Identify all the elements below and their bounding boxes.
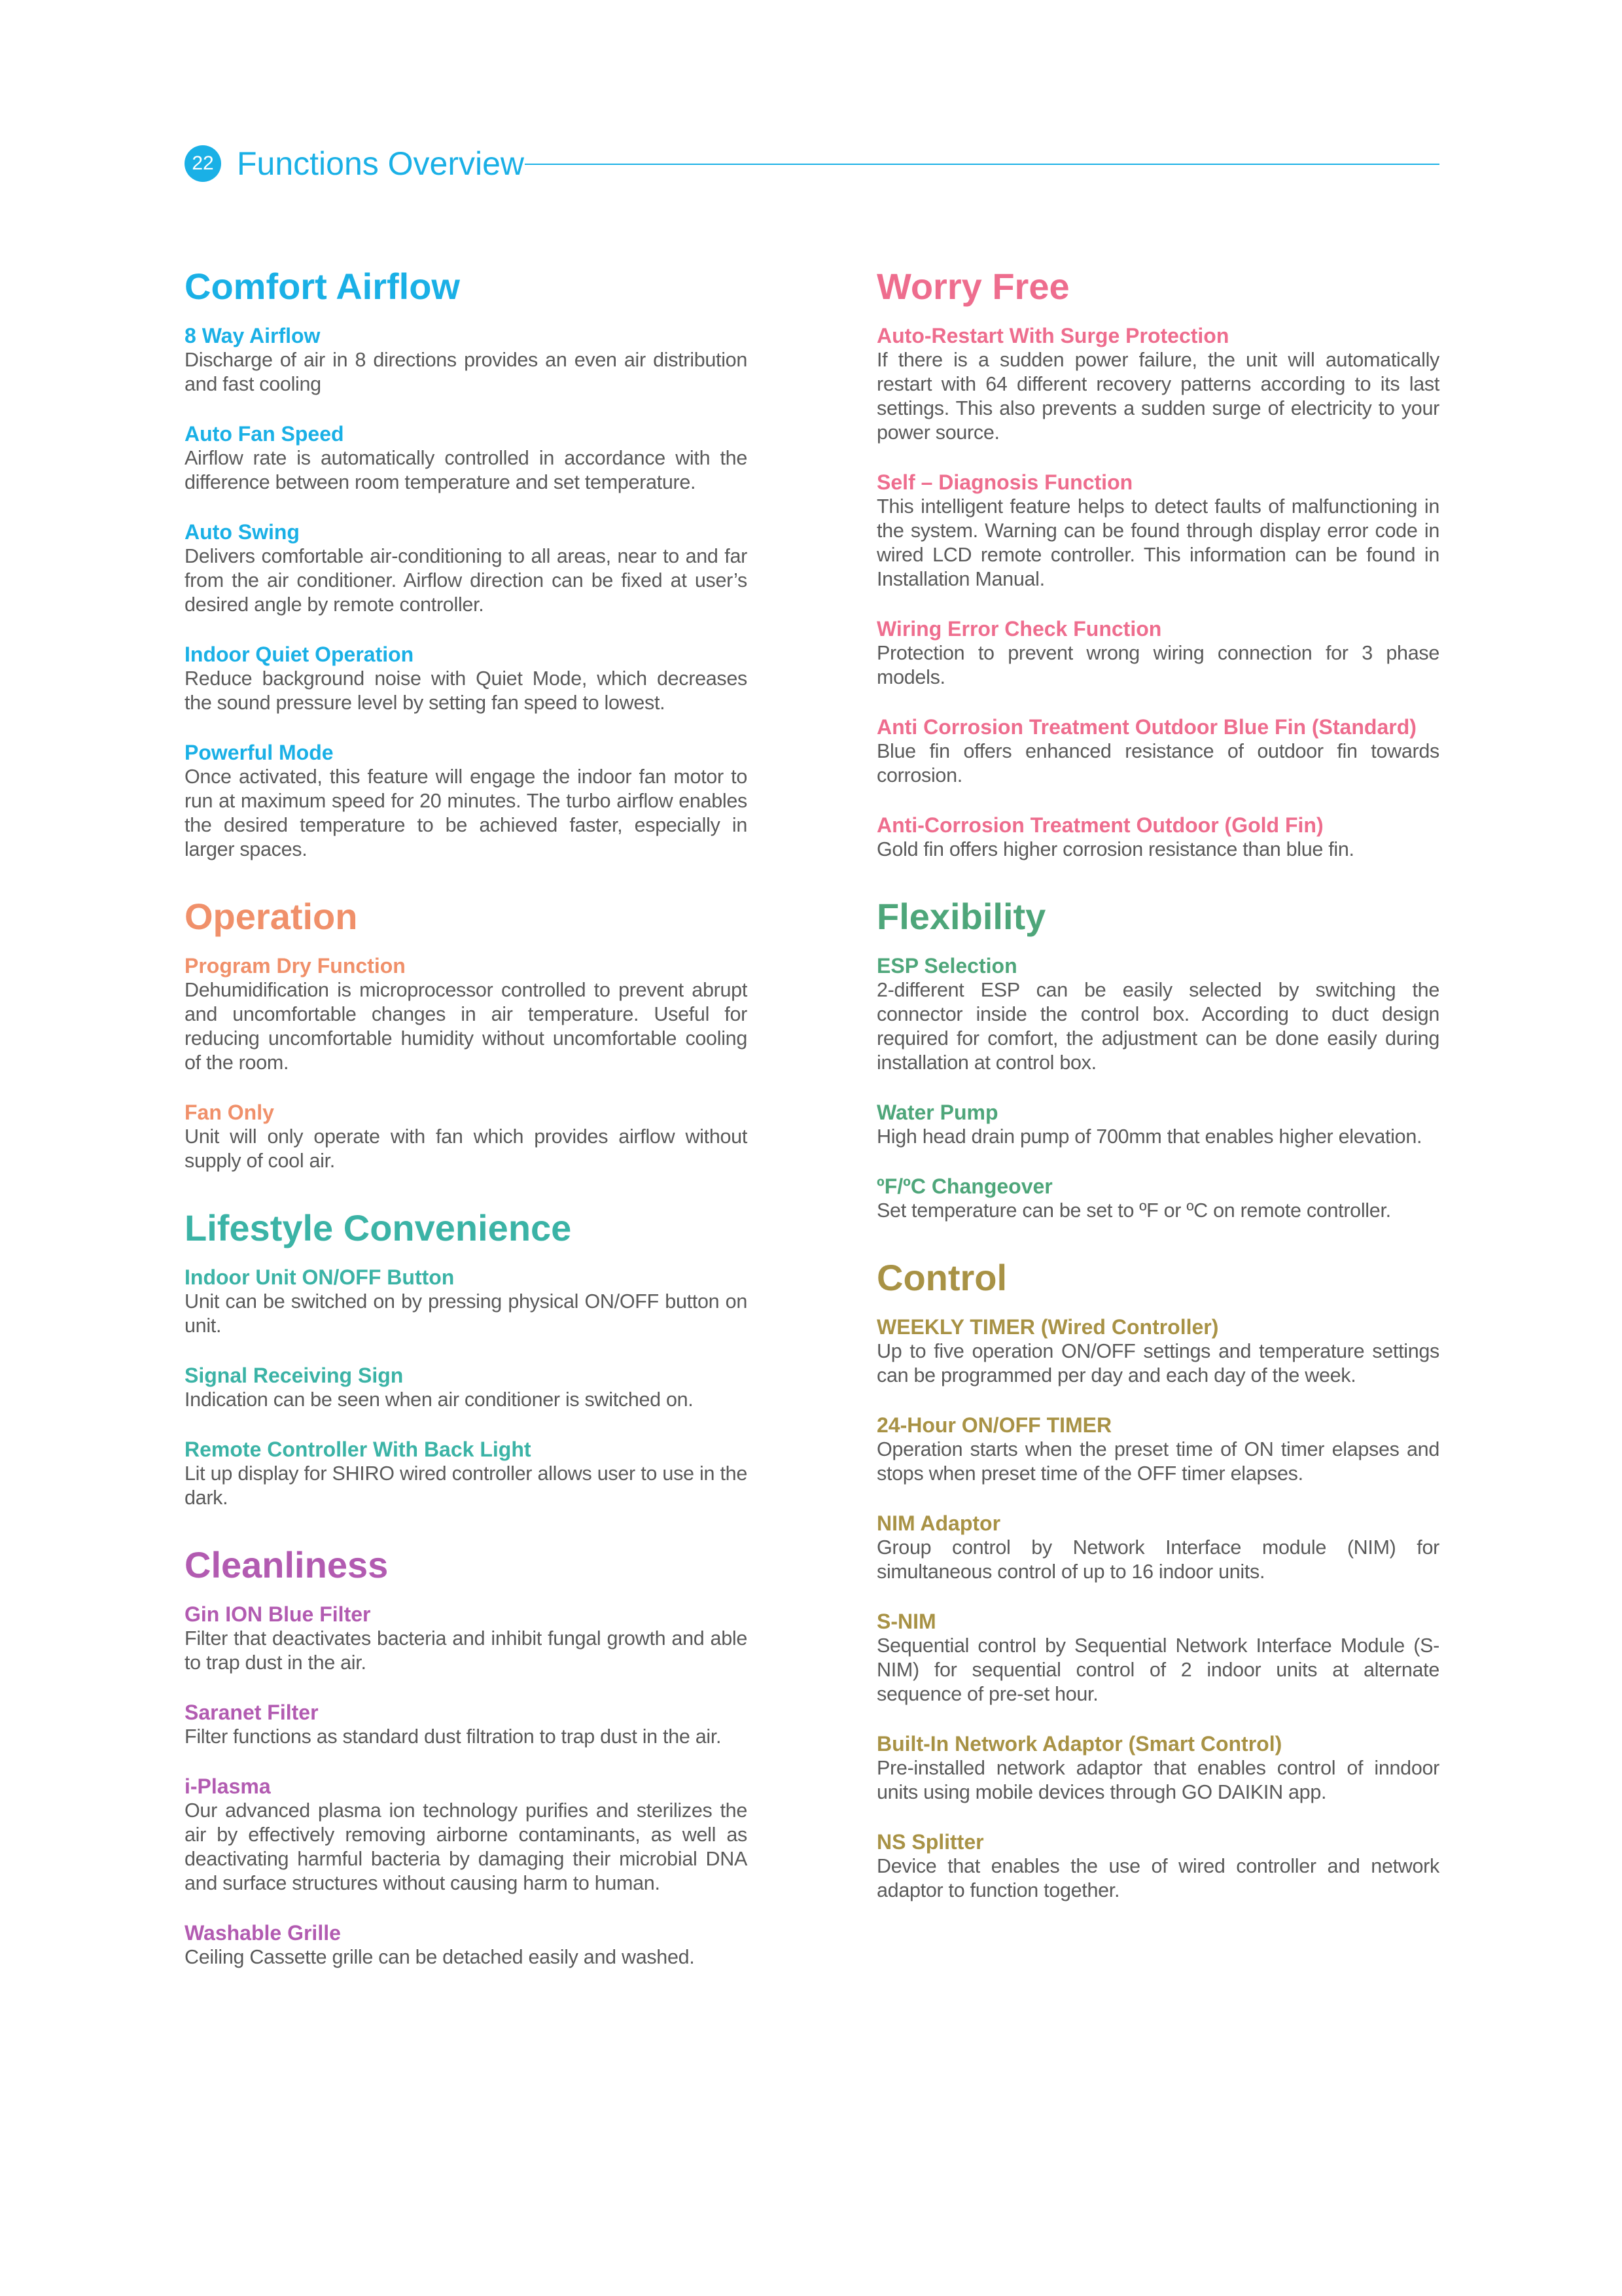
section-title: Cleanliness (185, 1544, 389, 1585)
feature-description: 2-different ESP can be easily selected by switching the connector inside the control box. According to duct design required for comfort, the adjustment can be done easily during installation at control box. (877, 979, 1439, 1074)
feature-description: Sequential control by Sequential Network Interface Module (S-NIM) for sequential control of 2 indoor units at alternate sequence of pre-set hour. (877, 1634, 1439, 1705)
feature-item (185, 1700, 747, 1749)
header-divider (525, 164, 1439, 165)
feature-title: Auto Fan Speed (185, 422, 344, 446)
feature-title: Program Dry Function (185, 954, 406, 978)
feature-description: Discharge of air in 8 directions provides an even air distribution and fast cooling (185, 349, 747, 395)
feature-description: Dehumidification is microprocessor controlled to prevent abrupt and uncomfortable changes in air temperature. Useful for reducing uncomfortable humidity without uncomfortable cooling of the room. (185, 979, 747, 1074)
feature-item (877, 953, 1439, 1075)
left-column (185, 262, 747, 2000)
feature-item (877, 616, 1439, 690)
feature-item (877, 470, 1439, 592)
feature-description: Up to five operation ON/OFF settings and temperature settings can be programmed per day and each day of the week. (877, 1340, 1439, 1386)
feature-description: Airflow rate is automatically controlled in accordance with the difference between room temperature and set temperature. (185, 447, 747, 493)
feature-title: Indoor Quiet Operation (185, 643, 414, 666)
feature-item (185, 1920, 747, 1969)
feature-description: Delivers comfortable air-conditioning to all areas, near to and far from the air conditioner. Airflow direction can be fixed at user’s desired angle by remote controller. (185, 545, 747, 616)
page-number-badge: 22 (185, 145, 221, 182)
feature-item (877, 1100, 1439, 1149)
feature-title: 24-Hour ON/OFF TIMER (877, 1413, 1112, 1437)
feature-description: Gold fin offers higher corrosion resistance than blue fin. (877, 838, 1354, 860)
feature-title: S-NIM (877, 1610, 936, 1633)
feature-title: NIM Adaptor (877, 1511, 1001, 1535)
page-title: Functions Overview (237, 145, 525, 182)
feature-item (877, 1413, 1439, 1486)
feature-item (877, 1829, 1439, 1903)
feature-description: Lit up display for SHIRO wired controller allows user to use in the dark. (185, 1462, 747, 1509)
feature-title: NS Splitter (877, 1830, 984, 1854)
section-cleanliness (185, 1540, 747, 1969)
feature-title: Water Pump (877, 1101, 998, 1124)
feature-item (185, 1363, 747, 1412)
feature-item (185, 1265, 747, 1338)
feature-item (185, 1774, 747, 1896)
feature-description: Protection to prevent wrong wiring connection for 3 phase models. (877, 642, 1439, 688)
feature-title: Remote Controller With Back Light (185, 1438, 531, 1461)
section-control (877, 1253, 1439, 1903)
feature-item (877, 1315, 1439, 1388)
feature-title: Auto-Restart With Surge Protection (877, 324, 1229, 347)
feature-title: Powerful Mode (185, 741, 334, 764)
feature-description: This intelligent feature helps to detect faults of malfunctioning in the system. Warning can be found through display error code in wired LCD remote controller. This information can be found in Installation Manual. (877, 495, 1439, 590)
feature-item (185, 1602, 747, 1675)
feature-description: Pre-installed network adaptor that enables control of inndoor units using mobile devices through GO DAIKIN app. (877, 1757, 1439, 1803)
feature-item (185, 520, 747, 617)
right-column (877, 262, 1439, 1933)
feature-item (185, 740, 747, 862)
section-operation (185, 892, 747, 1173)
feature-description: Once activated, this feature will engage the indoor fan motor to run at maximum speed for 20 minutes. The turbo airflow enables the desired temperature to be achieved faster, especially in larger spaces. (185, 766, 747, 860)
feature-title: Gin ION Blue Filter (185, 1602, 371, 1626)
feature-description: Filter functions as standard dust filtration to trap dust in the air. (185, 1725, 722, 1748)
feature-description: Group control by Network Interface module (NIM) for simultaneous control of up to 16 indoor units. (877, 1536, 1439, 1583)
feature-item (185, 1437, 747, 1510)
feature-description: Operation starts when the preset time of ON timer elapses and stops when preset time of the OFF timer elapses. (877, 1438, 1439, 1485)
feature-item (877, 1174, 1439, 1223)
feature-item (877, 323, 1439, 445)
feature-description: If there is a sudden power failure, the unit will automatically restart with 64 different recovery patterns according to its last settings. This also prevents a sudden surge of electricity to your power source. (877, 349, 1439, 444)
page-header (185, 145, 1439, 182)
section-worry-free (877, 262, 1439, 862)
feature-title: i-Plasma (185, 1775, 271, 1798)
feature-title: 8 Way Airflow (185, 324, 321, 347)
feature-description: Filter that deactivates bacteria and inhibit fungal growth and able to trap dust in the air. (185, 1627, 747, 1674)
feature-item (877, 1609, 1439, 1706)
feature-description: High head drain pump of 700mm that enables higher elevation. (877, 1125, 1422, 1148)
feature-item (877, 715, 1439, 788)
feature-item (185, 323, 747, 397)
feature-title: Indoor Unit ON/OFF Button (185, 1265, 455, 1289)
feature-title: Washable Grille (185, 1921, 341, 1945)
feature-title: Wiring Error Check Function (877, 617, 1162, 641)
feature-description: Indication can be seen when air conditioner is switched on. (185, 1388, 694, 1411)
section-flexibility (877, 892, 1439, 1223)
section-comfort-airflow (185, 262, 747, 862)
feature-description: Unit will only operate with fan which provides airflow without supply of cool air. (185, 1125, 747, 1172)
section-title: Comfort Airflow (185, 266, 460, 307)
feature-description: Our advanced plasma ion technology purifies and sterilizes the air by effectively removing airborne contaminants, as well as deactivating harmful bacteria by damaging their microbial DNA and surface structures without causing harm to human. (185, 1799, 747, 1894)
feature-title: Fan Only (185, 1101, 274, 1124)
section-title: Lifestyle Convenience (185, 1207, 572, 1248)
feature-description: Device that enables the use of wired controller and network adaptor to function together. (877, 1855, 1439, 1901)
section-title: Control (877, 1257, 1008, 1298)
feature-description: Unit can be switched on by pressing physical ON/OFF button on unit. (185, 1290, 747, 1337)
feature-title: Auto Swing (185, 520, 300, 544)
feature-title: ESP Selection (877, 954, 1017, 978)
feature-title: Built-In Network Adaptor (Smart Control) (877, 1732, 1282, 1756)
feature-item (185, 1100, 747, 1173)
feature-description: Reduce background noise with Quiet Mode, which decreases the sound pressure level by setting fan speed to lowest. (185, 667, 747, 714)
feature-description: Blue fin offers enhanced resistance of outdoor fin towards corrosion. (877, 740, 1439, 786)
feature-description: Ceiling Cassette grille can be detached easily and washed. (185, 1946, 695, 1968)
feature-item (877, 1731, 1439, 1805)
feature-title: ºF/ºC Changeover (877, 1174, 1053, 1198)
feature-title: Self – Diagnosis Function (877, 470, 1133, 494)
feature-item (185, 953, 747, 1075)
feature-title: WEEKLY TIMER (Wired Controller) (877, 1315, 1219, 1339)
feature-title: Anti Corrosion Treatment Outdoor Blue Fin (Standard) (877, 715, 1417, 739)
feature-title: Saranet Filter (185, 1701, 319, 1724)
section-title: Worry Free (877, 266, 1070, 307)
section-title: Flexibility (877, 896, 1046, 937)
section-title: Operation (185, 896, 358, 937)
feature-item (877, 1511, 1439, 1584)
feature-item (185, 421, 747, 495)
feature-description: Set temperature can be set to ºF or ºC on remote controller. (877, 1199, 1391, 1222)
feature-title: Signal Receiving Sign (185, 1364, 404, 1387)
feature-item (185, 642, 747, 715)
feature-title: Anti-Corrosion Treatment Outdoor (Gold Fin) (877, 813, 1324, 837)
section-lifestyle-convenience (185, 1203, 747, 1510)
feature-item (877, 813, 1439, 862)
